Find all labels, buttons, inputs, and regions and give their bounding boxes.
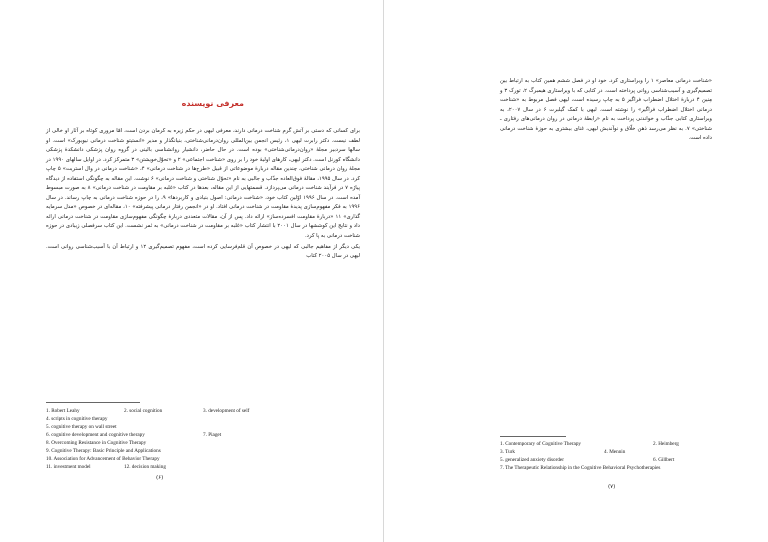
footnote: 7. The Therapeutic Relationship in the Cognitive Behavioral Psychotherapies (500, 465, 661, 471)
footnote-row (500, 464, 740, 472)
paragraph: «شناخت درمانی معاصر» ۱ را ویراستاری کرد. خود او در فصل ششم همین کتاب به ارتباط بین تصمیم‌گیری و آسیب‌شناسی روانی پرداخته است. در کتابی که با ویراستاری هیمبرگ ۲، تورک ۳ و مِنین ۴ دربارهٔ اختلال اضطراب فراگیر ۵ به چاپ رسیده است، لیهی فصل مربوط به «شناخت درمانی اختلال اضطراب فراگیر» را نوشته است. لیهی با کمک گیلبرت ۶ در سال ۲۰۰۷، به ویراستاری کتابی جذّاب و خواندنی پرداخت به نام «رابطهٔ درمانی در روان درمانی‌های رفتاری ـ شناختی» ۷. به نظر می‌رسد ذهن خلّاق و نوآندیش لیهی، غنای بیشتری به حوزهٔ شناخت درمانی داده است. (500, 78, 712, 141)
footnote: 3. Turk (500, 449, 515, 455)
footnote-row (46, 423, 346, 431)
footnote-row (46, 415, 346, 423)
footnote: 1. Contemporary of Cognitive Therapy (500, 441, 582, 447)
footnote-row (500, 448, 740, 456)
footnote-rule (46, 402, 140, 403)
footnote-row (46, 455, 346, 463)
footnote: 5. cognitive therapy on wall street (46, 424, 117, 430)
footnote-row (46, 407, 346, 415)
paragraph: برای کسانی که دستی بر آتش گرم شناخت درمانی دارند، معرفی لیهی در حکم زیره به کرمان بردن است، امّا مروری کوتاه بر آثار او خالی از لطف نیست. دکتر رابرت لیهی ۱، رئیس انجمن بین‌المللی روان‌درمانی‌شناختی، بنیانگذار و مدیر «انستیتو شناخت درمانی نیویورک» است. او سالها سردبیر مجلهٔ «روان‌درمانی‌شناختی» بوده است. در حال حاضر، دانشیار روانشناسی بالینی در گروه روان پزشکی دانشکدهٔ پزشکی دانشگاه کورنل است. دکتر لیهی، کارهای اولیهٔ خود را بر روی «شناخت اجتماعی» ۲ و «تحوّل‌خویشتن» ۳ متمرکز کرد. در اوایل سالهای ۱۹۹۰ در مجلهٔ روان درمانی شناختی، چندین مقاله دربارهٔ موضوعاتی از قبیل «طرح‌ها در شناخت درمانی» ۴، «شناخت درمانی در وال استریت» ۵ چاپ کرد. در سال ۱۹۹۵، مقالهٔ فوق‌العاده جذّاب و جالبی به نام «تحوّل شناختی و شناخت درمانی» ۶ نوشت. این مقاله به چگونگی استفاده از دیدگاه پیاژه ۷ در فرآیند شناخت درمانی می‌پردازد. قسمتهایی از این مقاله، بعدها در کتاب «غلبه بر مقاومت در شناخت درمانی» ۸ به صورت مبسوط آمده است. در سال ۱۹۹۶ اوّلین کتاب خود، «شناخت درمانی: اصول بنیادی و کاربردها» ۹، را در حوزه شناخت درمانی به چاپ رساند. در سال ۱۹۹۶ به فکر مفهوم‌سازی پدیدهٔ مقاومت در شناخت درمانی افتاد. او در «انجمن رفتار درمانی پیشرفته» ۱۰، مقاله‌ای در خصوص «مدل سرمایه گذاری» ۱۱ «دربارهٔ مقاومت افسرده‌ساز» ارائه داد. پس از آن، مقالات متعددی دربارهٔ چگونگی مفهوم‌سازی مقاومت در شناخت درمانی ارائه داد و نتایج این کوششها در سال ۲۰۰۱ با انتشار کتاب «غلبه بر مقاومت در شناخت درمانی» به ثمر نشست. این کتاب سرفصلی زیبادی در حوزه شناخت درمانی به پا کرد. (46, 128, 361, 239)
footnote-row (46, 463, 346, 471)
author-intro-heading: معرفی نویسنده (181, 99, 244, 108)
footnote: 9. Cognitive Therapy: Basic Principle and Applications (46, 448, 161, 454)
footnote: 8. Overcoming Resistance in Cognitive Therapy (46, 440, 147, 446)
footnote: 5. generalized anxiety disorder (500, 457, 564, 463)
page-number: (۶) (156, 475, 164, 481)
footnote: 6. cognitive development and cognitive therapy (46, 432, 145, 438)
footnote-row (46, 447, 346, 455)
footnote: 11. investment model (46, 464, 91, 470)
footnote: 3. development of self (203, 408, 250, 414)
footnote-row (46, 439, 346, 447)
left-footnotes (46, 407, 346, 471)
footnote: 2. social cognition (124, 408, 163, 414)
paragraph: یکی دیگر از مفاهیم جالبی که لیهی در خصوص آن قلم‌فرسایی کرده است، مفهوم تصمیم‌گیری ۱۲ و ارتباط آن با آسیب‌شناسی روانی است. لیهی در سال ۲۰۰۵ کتاب (46, 243, 360, 259)
footnote-rule (500, 436, 566, 437)
page-number: (۷) (608, 484, 616, 490)
left-body-text (46, 127, 360, 263)
footnote: 12. decision making (124, 464, 166, 470)
footnote: 7. Piaget (203, 432, 222, 438)
footnote-row (500, 456, 740, 464)
right-footnotes (500, 440, 740, 472)
footnote: 4. scripts in cognitive therapy (46, 416, 108, 422)
footnote: 2. Heimberg (653, 441, 679, 447)
footnote: 1. Robert Leahy (46, 408, 80, 414)
right-body-text (500, 77, 712, 145)
footnote: 6. Gillbert (653, 457, 675, 463)
footnote-row (46, 431, 346, 439)
right-page (384, 0, 768, 542)
footnote: 10. Association for Advancement of Behavior Therapy (46, 456, 160, 462)
footnote: 4. Mennin (604, 449, 626, 455)
footnote-row (500, 440, 740, 448)
